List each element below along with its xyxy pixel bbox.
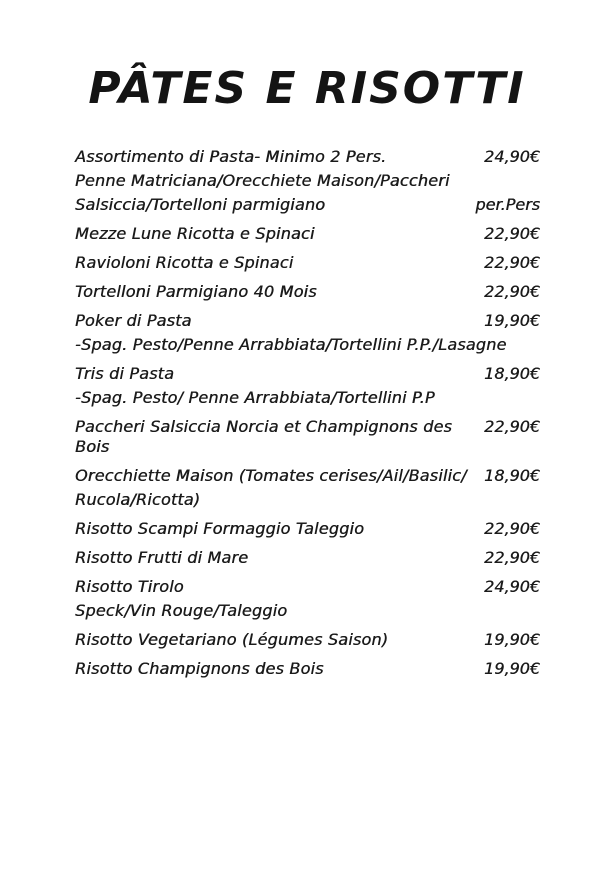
dish-price: 19,90€ [484,659,540,678]
dish-price: 22,90€ [484,253,540,272]
menu-list [75,147,540,688]
dish-name: -Spag. Pesto/Penne Arrabbiata/Tortellini P.P./Lasagne [75,335,507,354]
dish-name: Poker di Pasta [75,311,192,330]
page-title: PÂTES E RISOTTI [88,63,526,114]
menu-line [75,601,540,621]
menu-line [75,224,540,244]
menu-line [75,311,540,331]
menu-line [75,490,540,510]
menu-item [75,417,540,457]
dish-name: Risotto Scampi Formaggio Taleggio [75,519,365,538]
dish-name: Mezze Lune Ricotta e Spinaci [75,224,315,243]
dish-price: 22,90€ [484,417,540,436]
menu-line [75,335,540,355]
dish-price: 19,90€ [484,630,540,649]
menu-line [75,253,540,273]
menu-line [75,466,540,486]
menu-line [75,171,540,191]
menu-item [75,659,540,679]
dish-price: 22,90€ [484,224,540,243]
dish-name: Assortimento di Pasta- Minimo 2 Pers. [75,147,387,166]
menu-item [75,519,540,539]
dish-price: 24,90€ [484,147,540,166]
dish-price: 19,90€ [484,311,540,330]
menu-line [75,282,540,302]
menu-line [75,519,540,539]
menu-item [75,548,540,568]
dish-name: Paccheri Salsiccia Norcia et Champignons des Bois [75,417,458,456]
dish-name: Ravioloni Ricotta e Spinaci [75,253,294,272]
menu-line [75,577,540,597]
dish-name: -Spag. Pesto/ Penne Arrabbiata/Tortellini P.P [75,388,435,407]
dish-name: Risotto Tirolo [75,577,184,596]
dish-price: per.Pers [475,195,540,214]
dish-name: Orecchiette Maison (Tomates cerises/Ail/Basilic/ [75,466,467,485]
dish-name: Tris di Pasta [75,364,175,383]
dish-name: Penne Matriciana/Orecchiete Maison/Paccheri [75,171,450,190]
menu-line [75,630,540,650]
dish-price: 18,90€ [484,466,540,485]
menu-item [75,577,540,621]
menu-item [75,282,540,302]
menu-item [75,253,540,273]
dish-price: 22,90€ [484,282,540,301]
menu-line [75,659,540,679]
dish-name: Tortelloni Parmigiano 40 Mois [75,282,317,301]
dish-name: Salsiccia/Tortelloni parmigiano [75,195,326,214]
menu-item [75,311,540,355]
menu-line [75,195,540,215]
dish-name: Risotto Vegetariano (Légumes Saison) [75,630,389,649]
dish-name: Rucola/Ricotta) [75,490,201,509]
menu-item [75,364,540,408]
dish-name: Risotto Frutti di Mare [75,548,249,567]
menu-item [75,147,540,215]
menu-item [75,224,540,244]
dish-price: 22,90€ [484,519,540,538]
dish-price: 22,90€ [484,548,540,567]
menu-line [75,364,540,384]
menu-item [75,630,540,650]
menu-item [75,466,540,510]
menu-line [75,417,540,457]
dish-price: 18,90€ [484,364,540,383]
dish-price: 24,90€ [484,577,540,596]
menu-line [75,548,540,568]
menu-line [75,147,540,167]
dish-name: Risotto Champignons des Bois [75,659,324,678]
menu-line [75,388,540,408]
dish-name: Speck/Vin Rouge/Taleggio [75,601,288,620]
